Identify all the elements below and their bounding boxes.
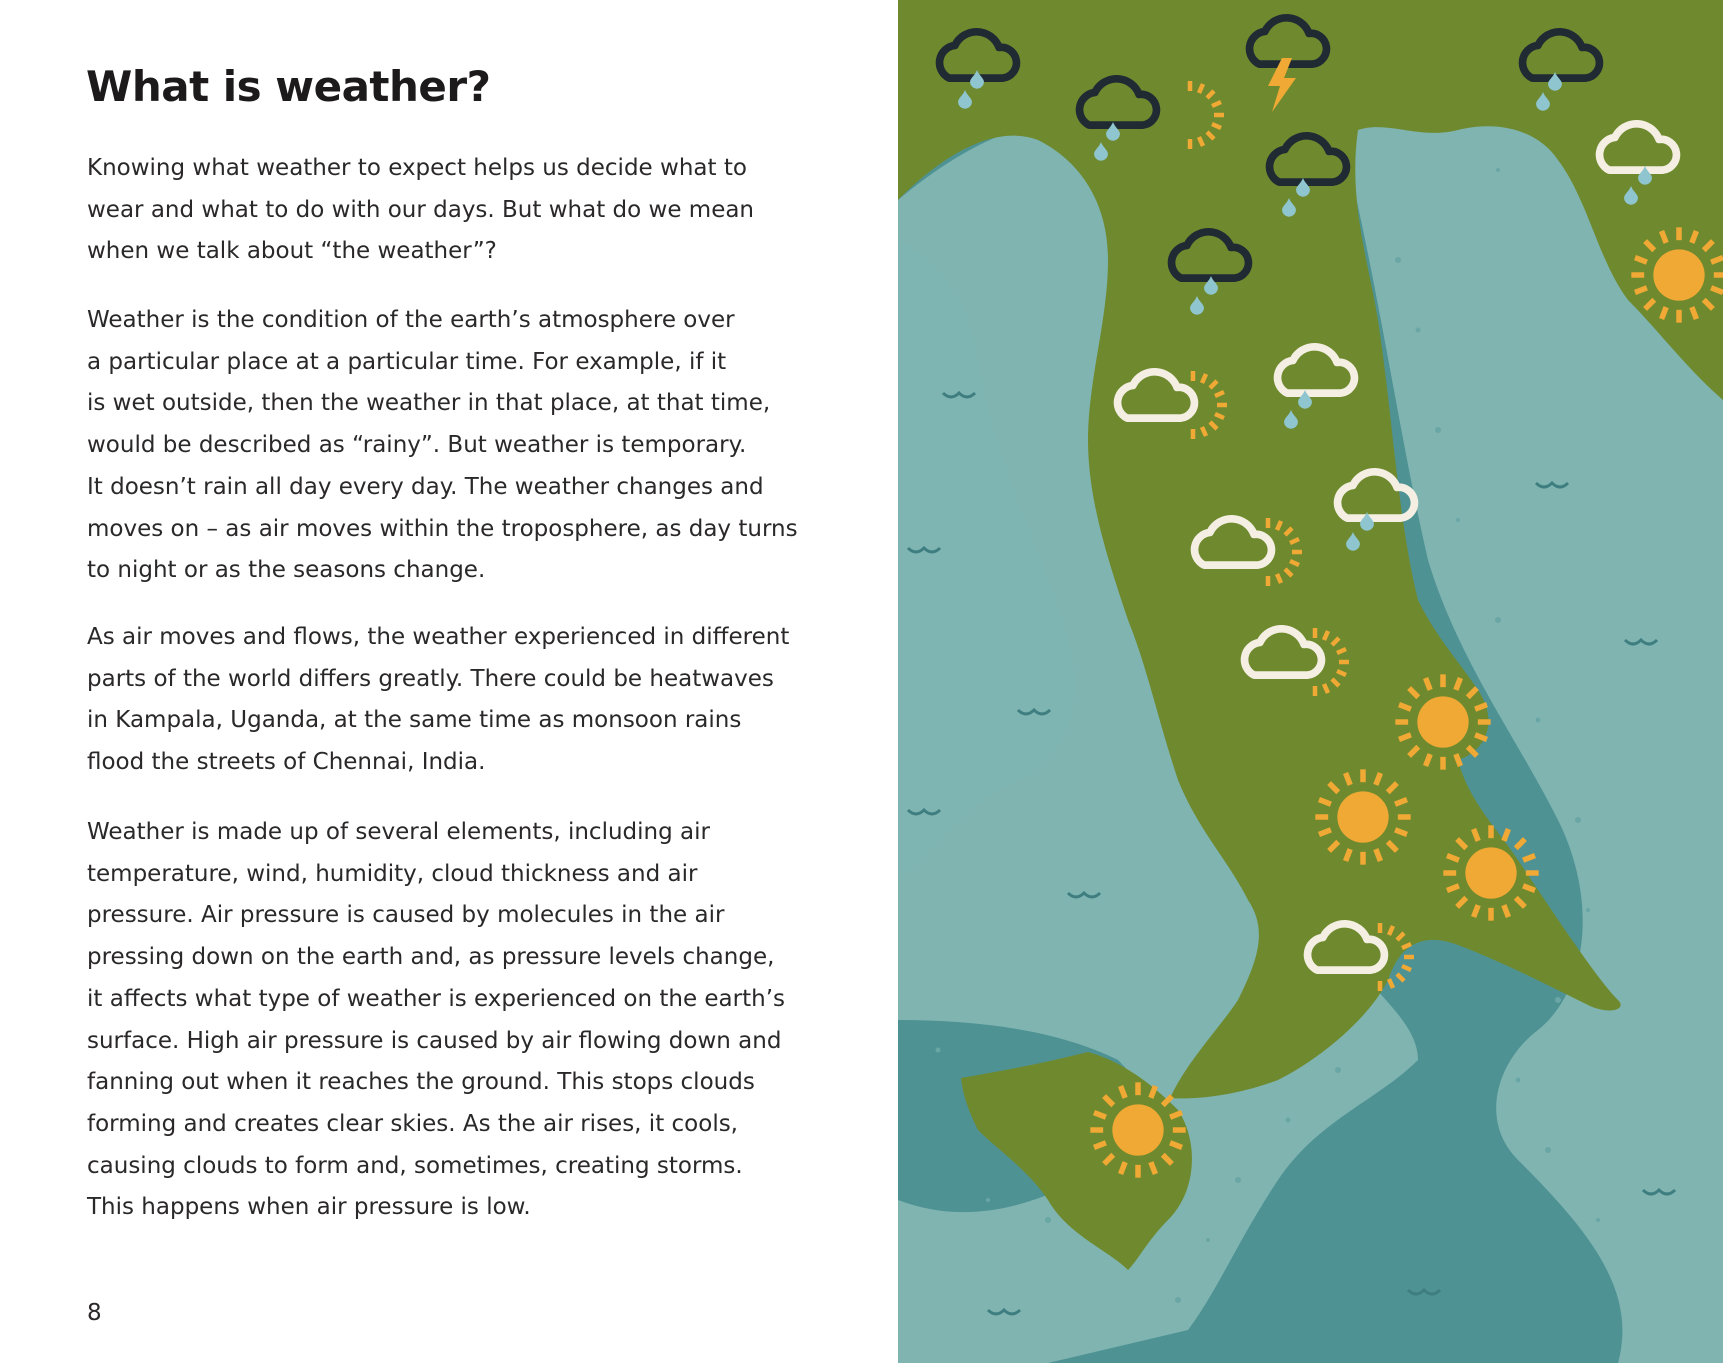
text-line: As air moves and flows, the weather experienced in different [87, 624, 790, 650]
text-line: when we talk about “the weather”? [87, 238, 497, 265]
paragraph-2 [87, 300, 807, 592]
text-line: temperature, wind, humidity, cloud thickness and air [87, 860, 698, 887]
text-line: a particular place at a particular time. For example, if it [87, 348, 727, 375]
paragraph-3 [87, 617, 807, 784]
text-line: to night or as the seasons change. [87, 557, 486, 584]
text-line: This happens when air pressure is low. [87, 1194, 531, 1221]
text-line: Weather is the condition of the earth’s atmosphere over [87, 307, 735, 333]
text-line: wear and what to do with our days. But what do we mean [87, 196, 755, 223]
text-line: parts of the world differs greatly. There could be heatwaves [87, 665, 774, 692]
paragraph-4 [87, 812, 807, 1229]
text-line: fanning out when it reaches the ground. This stops clouds [87, 1069, 755, 1096]
page-number: 8 [87, 1300, 102, 1326]
text-line: pressure. Air pressure is caused by molecules in the air [87, 902, 725, 929]
text-line: It doesn’t rain all day every day. The weather changes and [87, 473, 764, 500]
map-svg [898, 0, 1723, 1363]
text-line: pressing down on the earth and, as pressure levels change, [87, 944, 775, 971]
text-line: is wet outside, then the weather in that place, at that time, [87, 390, 771, 417]
text-line: moves on – as air moves within the troposphere, as day turns [87, 515, 798, 542]
text-line: would be described as “rainy”. But weather is temporary. [87, 432, 747, 459]
paragraph-1 [87, 148, 807, 273]
text-line: Weather is made up of several elements, including air [87, 819, 710, 845]
weather-map-illustration [898, 0, 1723, 1363]
text-line: flood the streets of Chennai, India. [87, 749, 486, 776]
page-title: What is weather? [86, 62, 491, 111]
text-line: Knowing what weather to expect helps us decide what to [87, 155, 747, 181]
text-line: surface. High air pressure is caused by air flowing down and [87, 1027, 782, 1054]
text-line: it affects what type of weather is experienced on the earth’s [87, 985, 785, 1012]
text-line: causing clouds to form and, sometimes, creating storms. [87, 1152, 743, 1179]
text-line: forming and creates clear skies. As the air rises, it cools, [87, 1110, 738, 1137]
text-line: in Kampala, Uganda, at the same time as monsoon rains [87, 707, 742, 734]
